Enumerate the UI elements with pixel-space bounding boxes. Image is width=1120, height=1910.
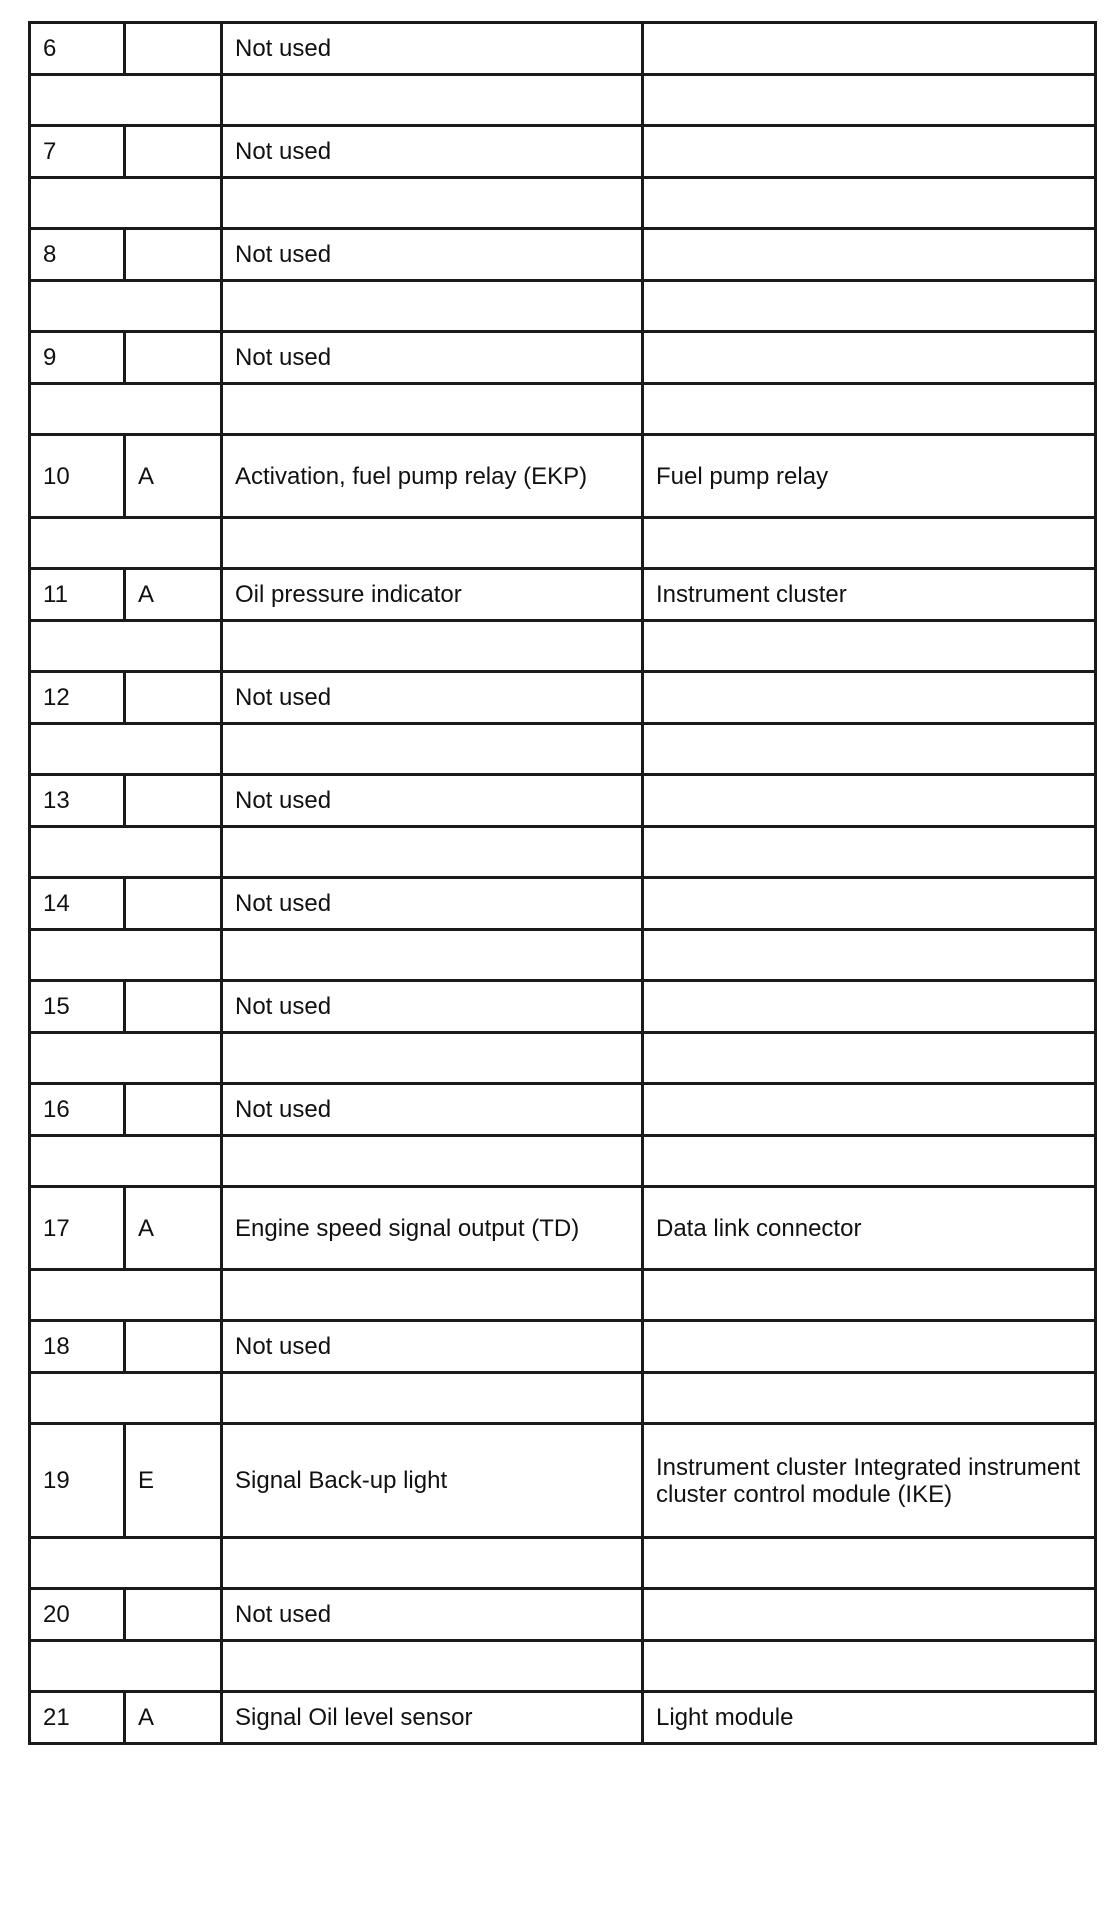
description-cell: Engine speed signal output (TD) xyxy=(222,1187,643,1270)
description-cell: Oil pressure indicator xyxy=(222,569,643,621)
signal-type-cell xyxy=(125,878,222,930)
pin-number-cell: 7 xyxy=(30,126,125,178)
signal-type-cell xyxy=(125,1084,222,1136)
spacer-row xyxy=(30,930,1096,981)
spacer-cell xyxy=(222,1270,643,1321)
table-row xyxy=(30,1084,1096,1136)
connection-cell xyxy=(643,1321,1096,1373)
table-row xyxy=(30,981,1096,1033)
pin-number-cell: 12 xyxy=(30,672,125,724)
connection-cell xyxy=(643,981,1096,1033)
spacer-cell xyxy=(643,384,1096,435)
table-row xyxy=(30,1424,1096,1538)
description-cell: Not used xyxy=(222,981,643,1033)
connection-cell: Instrument cluster xyxy=(643,569,1096,621)
connection-cell xyxy=(643,126,1096,178)
spacer-cell xyxy=(222,75,643,126)
spacer-row xyxy=(30,724,1096,775)
spacer-cell xyxy=(643,1136,1096,1187)
connection-cell xyxy=(643,878,1096,930)
pin-number-cell: 17 xyxy=(30,1187,125,1270)
pin-number-cell: 8 xyxy=(30,229,125,281)
spacer-cell xyxy=(643,1033,1096,1084)
description-cell: Signal Back-up light xyxy=(222,1424,643,1538)
spacer-cell xyxy=(643,178,1096,229)
spacer-row xyxy=(30,1270,1096,1321)
description-cell: Not used xyxy=(222,229,643,281)
spacer-row xyxy=(30,75,1096,126)
pin-assignment-table xyxy=(28,21,1097,1745)
spacer-cell xyxy=(222,518,643,569)
signal-type-cell xyxy=(125,23,222,75)
spacer-cell xyxy=(222,1538,643,1589)
spacer-cell xyxy=(30,518,222,569)
spacer-cell xyxy=(222,1033,643,1084)
spacer-cell xyxy=(643,1641,1096,1692)
connection-cell xyxy=(643,672,1096,724)
connection-cell: Fuel pump relay xyxy=(643,435,1096,518)
spacer-row xyxy=(30,518,1096,569)
table-row xyxy=(30,1692,1096,1744)
description-cell: Not used xyxy=(222,23,643,75)
spacer-cell xyxy=(30,1373,222,1424)
spacer-cell xyxy=(643,1270,1096,1321)
pin-number-cell: 13 xyxy=(30,775,125,827)
spacer-cell xyxy=(30,621,222,672)
spacer-cell xyxy=(222,621,643,672)
spacer-cell xyxy=(30,1538,222,1589)
table-row xyxy=(30,672,1096,724)
spacer-cell xyxy=(30,1136,222,1187)
connection-cell: Instrument cluster Integrated instrument cluster control module (IKE) xyxy=(643,1424,1096,1538)
spacer-cell xyxy=(643,827,1096,878)
description-cell: Not used xyxy=(222,878,643,930)
signal-type-cell: E xyxy=(125,1424,222,1538)
pin-number-cell: 15 xyxy=(30,981,125,1033)
spacer-row xyxy=(30,384,1096,435)
spacer-cell xyxy=(643,930,1096,981)
spacer-cell xyxy=(30,281,222,332)
table-row xyxy=(30,332,1096,384)
pin-number-cell: 9 xyxy=(30,332,125,384)
spacer-cell xyxy=(222,827,643,878)
spacer-cell xyxy=(643,518,1096,569)
description-cell: Not used xyxy=(222,1589,643,1641)
spacer-cell xyxy=(30,1033,222,1084)
pin-number-cell: 16 xyxy=(30,1084,125,1136)
pin-number-cell: 20 xyxy=(30,1589,125,1641)
spacer-cell xyxy=(30,827,222,878)
signal-type-cell: A xyxy=(125,1692,222,1744)
spacer-cell xyxy=(643,621,1096,672)
spacer-cell xyxy=(222,1641,643,1692)
table-row xyxy=(30,1187,1096,1270)
description-cell: Not used xyxy=(222,126,643,178)
spacer-row xyxy=(30,178,1096,229)
spacer-cell xyxy=(30,75,222,126)
spacer-row xyxy=(30,281,1096,332)
connection-cell xyxy=(643,332,1096,384)
signal-type-cell xyxy=(125,775,222,827)
signal-type-cell: A xyxy=(125,1187,222,1270)
signal-type-cell xyxy=(125,981,222,1033)
table-row xyxy=(30,126,1096,178)
description-cell: Not used xyxy=(222,775,643,827)
spacer-row xyxy=(30,1136,1096,1187)
spacer-cell xyxy=(30,178,222,229)
spacer-cell xyxy=(222,1373,643,1424)
spacer-row xyxy=(30,621,1096,672)
connection-cell xyxy=(643,775,1096,827)
spacer-cell xyxy=(30,1270,222,1321)
connection-cell: Data link connector xyxy=(643,1187,1096,1270)
signal-type-cell: A xyxy=(125,569,222,621)
table-row xyxy=(30,1321,1096,1373)
pin-number-cell: 10 xyxy=(30,435,125,518)
table-row xyxy=(30,878,1096,930)
spacer-row xyxy=(30,1538,1096,1589)
signal-type-cell xyxy=(125,126,222,178)
signal-type-cell xyxy=(125,332,222,384)
connection-cell xyxy=(643,1589,1096,1641)
spacer-cell xyxy=(222,384,643,435)
signal-type-cell xyxy=(125,1589,222,1641)
connection-cell xyxy=(643,229,1096,281)
signal-type-cell: A xyxy=(125,435,222,518)
table-row xyxy=(30,435,1096,518)
table-row xyxy=(30,775,1096,827)
spacer-row xyxy=(30,1641,1096,1692)
spacer-cell xyxy=(643,281,1096,332)
pin-number-cell: 21 xyxy=(30,1692,125,1744)
spacer-row xyxy=(30,827,1096,878)
spacer-cell xyxy=(222,178,643,229)
table-row xyxy=(30,23,1096,75)
spacer-cell xyxy=(643,1373,1096,1424)
signal-type-cell xyxy=(125,1321,222,1373)
description-cell: Not used xyxy=(222,332,643,384)
pin-number-cell: 14 xyxy=(30,878,125,930)
spacer-cell xyxy=(222,724,643,775)
table-row xyxy=(30,1589,1096,1641)
description-cell: Not used xyxy=(222,672,643,724)
spacer-row xyxy=(30,1373,1096,1424)
table-row xyxy=(30,569,1096,621)
pin-number-cell: 18 xyxy=(30,1321,125,1373)
spacer-cell xyxy=(222,281,643,332)
pin-number-cell: 19 xyxy=(30,1424,125,1538)
connection-cell xyxy=(643,23,1096,75)
connection-cell xyxy=(643,1084,1096,1136)
spacer-cell xyxy=(222,1136,643,1187)
spacer-cell xyxy=(643,75,1096,126)
spacer-cell xyxy=(30,930,222,981)
table-row xyxy=(30,229,1096,281)
spacer-cell xyxy=(222,930,643,981)
pin-number-cell: 6 xyxy=(30,23,125,75)
signal-type-cell xyxy=(125,229,222,281)
pin-number-cell: 11 xyxy=(30,569,125,621)
spacer-cell xyxy=(30,384,222,435)
connection-cell: Light module xyxy=(643,1692,1096,1744)
spacer-cell xyxy=(30,1641,222,1692)
description-cell: Signal Oil level sensor xyxy=(222,1692,643,1744)
description-cell: Not used xyxy=(222,1084,643,1136)
spacer-cell xyxy=(643,1538,1096,1589)
spacer-cell xyxy=(643,724,1096,775)
spacer-cell xyxy=(30,724,222,775)
signal-type-cell xyxy=(125,672,222,724)
description-cell: Not used xyxy=(222,1321,643,1373)
spacer-row xyxy=(30,1033,1096,1084)
description-cell: Activation, fuel pump relay (EKP) xyxy=(222,435,643,518)
